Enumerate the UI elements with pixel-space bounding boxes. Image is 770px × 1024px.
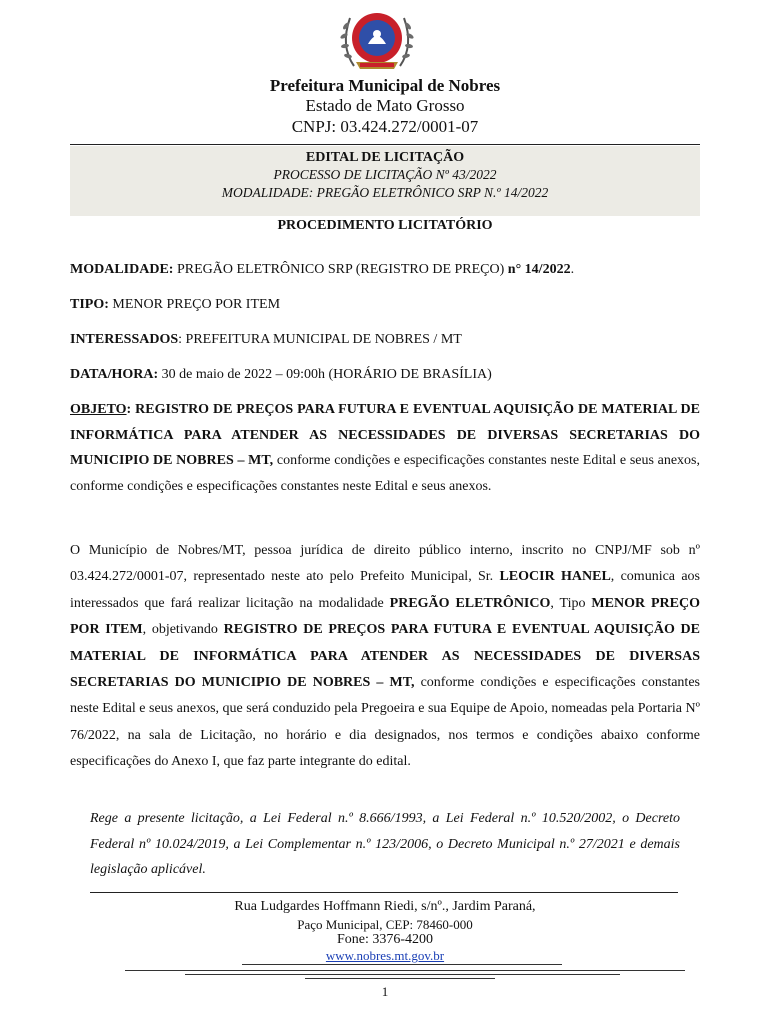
- modalidade-label: MODALIDADE:: [70, 262, 174, 277]
- rege-paragraph: Rege a presente licitação, a Lei Federal n.º 8.666/1993, a Lei Federal n.º 10.520/2002, o Decreto Federal nº 10.024/2019, a Lei Complementar n.º 123/2006, o Decreto Municipal n.º 27/2021 e demais legislação aplicável.: [90, 811, 680, 878]
- para-objeto: REGISTRO DE PREÇOS PARA FUTURA E EVENTUAL AQUISIÇÃO DE MATERIAL DE INFORMÁTICA PARA ATENDER AS NECESSIDADES DE DIVERSAS SECRETARIAS DO MUNICIPIO DE NOBRES – MT,: [70, 622, 700, 691]
- prefeito-name: LEOCIR HANEL: [499, 569, 611, 585]
- footer-website-link[interactable]: www.nobres.mt.gov.br: [325, 948, 445, 963]
- interessados-value: : PREFEITURA MUNICIPAL DE NOBRES / MT: [178, 332, 462, 347]
- page-number: 1: [381, 984, 389, 999]
- field-interessados: [70, 332, 700, 348]
- footer-rule: [305, 978, 495, 979]
- field-modalidade: MODALIDADE: PREGÃO ELETRÔNICO SRP (REGISTRO DE PREÇO) n° 14/2022.: [70, 262, 575, 277]
- objeto-bold-text: : REGISTRO DE PREÇOS PARA FUTURA E EVENTUAL AQUISIÇÃO DE MATERIAL DE INFORMÁTICA PARA ATENDER AS NECESSIDADES DE DIVERSAS SECRETARIAS DO MUNICIPIO DE NOBRES – MT,: [70, 402, 700, 468]
- field-tipo: [70, 297, 700, 313]
- tipo-label: TIPO:: [70, 297, 109, 312]
- footer-divider: [90, 892, 678, 893]
- field-datahora: [70, 367, 700, 383]
- para-p5: conforme condições e especificações constantes neste Edital e seus anexos, que será conduzido pela Pregoeira e sua Equipe de Apoio, nomeadas pela Portaria Nº 76/2022, na sala de Licitação, no horário e dia designados, nos termos e condições abaixo conforme especificações do Anexo I, que faz parte integrante do edital.: [70, 675, 700, 770]
- para-p4: , objetivando: [142, 622, 224, 638]
- para-p2: , comunica aos interessados que fará realizar licitação na modalidade: [70, 569, 700, 611]
- para-p3: , Tipo: [550, 595, 592, 611]
- header-state: Estado de Mato Grosso: [305, 96, 465, 115]
- footer-phone: Fone: 3376-4200: [336, 932, 434, 947]
- footer-rule: [242, 964, 562, 965]
- para-modalidade: PREGÃO ELETRÔNICO: [389, 595, 551, 611]
- footer-rule: [125, 970, 685, 971]
- footer-address: Rua Ludgardes Hoffmann Riedi, s/nº., Jardim Paraná,: [234, 899, 536, 914]
- objeto-text-2: , conforme condições e especificações constantes neste Edital e seus anexos.: [70, 453, 700, 494]
- datahora-value: 30 de maio de 2022 – 09:00h (HORÁRIO DE BRASÍLIA): [161, 367, 492, 382]
- header-title: Prefeitura Municipal de Nobres: [269, 76, 501, 95]
- edital-title: EDITAL DE LICITAÇÃO: [305, 150, 465, 165]
- header-cnpj: CNPJ: 03.424.272/0001-07: [291, 117, 479, 136]
- edital-box: [70, 146, 700, 216]
- footer-paco: Paço Municipal, CEP: 78460-000: [297, 917, 473, 932]
- objeto-text-1: conforme condições e especificações constantes neste Edital e seus anexos: [273, 453, 697, 468]
- edital-processo: PROCESSO DE LICITAÇÃO Nº 43/2022: [273, 167, 497, 182]
- modalidade-value: PREGÃO ELETRÔNICO SRP (REGISTRO DE PREÇO): [176, 262, 505, 277]
- datahora-label: DATA/HORA:: [70, 367, 159, 382]
- para-tipo: MENOR PREÇO POR ITEM: [70, 595, 700, 638]
- para-p1: O Município de Nobres/MT, pessoa jurídica de direito público interno, inscrito no CNPJ/MF sob nº 03.424.272/0001-07, representado neste ato pelo Prefeito Municipal, Sr.: [70, 543, 700, 585]
- tipo-value: MENOR PREÇO POR ITEM: [112, 297, 281, 312]
- objeto-paragraph: [70, 397, 700, 499]
- modalidade-number: n° 14/2022: [507, 262, 571, 277]
- header-divider: [70, 144, 700, 145]
- objeto-label: OBJETO: [70, 402, 127, 417]
- section-title: PROCEDIMENTO LICITATÓRIO: [277, 218, 493, 233]
- interessados-label: INTERESSADOS: [70, 332, 179, 347]
- municipal-crest-icon: [334, 6, 420, 74]
- footer-rule: [185, 974, 620, 975]
- main-paragraph: [70, 538, 700, 776]
- edital-modalidade: MODALIDADE: PREGÃO ELETRÔNICO SRP N.º 14/2022: [221, 185, 549, 200]
